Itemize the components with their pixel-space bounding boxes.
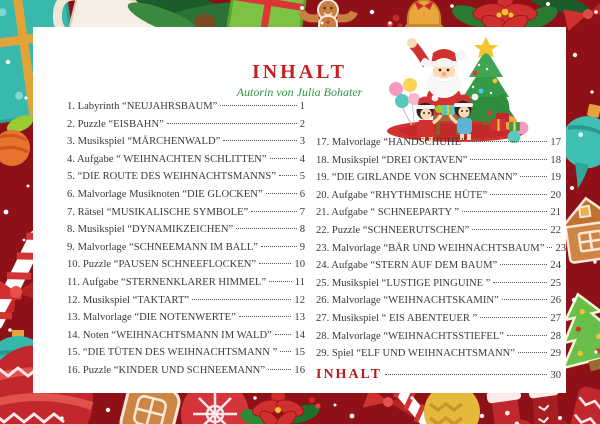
toc-entry-label: 1. Labyrinth “NEUJAHRSBAUM” (67, 101, 218, 112)
toc-entry-label: 23. Malvorlage “BÄR UND WEIHNACHTSBAUM” (316, 242, 545, 254)
toc-entry-page: 12 (294, 294, 305, 306)
santa-children-illustration (383, 31, 531, 143)
toc-final-page: 30 (550, 369, 561, 381)
toc-entry-label: 13. Malvorlage “DIE NOTENWERTE” (67, 312, 236, 324)
toc-entry (316, 137, 561, 155)
toc-entry-page: 13 (294, 312, 305, 324)
author-subtitle: Autorin von Julia Bohater (236, 85, 363, 99)
toc-leader-dots (220, 105, 296, 106)
toc-entry-label: 14. Noten “WEIHNACHTSMANN IM WALD” (67, 329, 272, 341)
toc-entry-label: 20. Aufgabe “RHYTHMISCHE HÜTE” (316, 189, 488, 201)
toc-entry-page: 4 (299, 153, 305, 165)
toc-leader-dots (520, 176, 547, 177)
toc-entry-label: 9. Malvorlage “SCHNEEMANN IM BALL” (67, 241, 258, 253)
toc-entry-page: 18 (550, 154, 561, 166)
toc-entry (67, 365, 305, 383)
toc-entry-page: 24 (550, 260, 561, 272)
toc-entry (67, 189, 305, 207)
toc-entry (316, 313, 561, 331)
toc-entry-label: 17. Malvorlage “HANDSCHUHE” (316, 137, 466, 148)
toc-entry-page: 17 (550, 137, 561, 148)
toc-leader-dots (280, 351, 291, 352)
balloons-icon (389, 78, 420, 125)
toc-leader-dots (259, 263, 291, 264)
toc-entry (67, 224, 305, 242)
toc-entry-page: 29 (550, 348, 561, 360)
toc-entry (67, 295, 305, 313)
toc-entry-page: 15 (294, 347, 305, 359)
toc-leader-dots (269, 281, 292, 282)
toc-leader-dots (502, 299, 548, 300)
toc-entry (67, 119, 305, 137)
toc-entry-page: 6 (299, 188, 305, 200)
toc-entry-page: 1 (299, 101, 305, 112)
toc-entry-page: 21 (550, 207, 561, 219)
page-title: INHALT (251, 61, 348, 83)
contents-card (33, 27, 566, 393)
toc-entry (67, 171, 305, 189)
toc-leader-dots (167, 123, 297, 124)
toc-entry-label: 2. Puzzle “EISBAHN” (67, 118, 164, 130)
toc-entry-label: 19. “DIE GIRLANDE VON SCHNEEMANN” (316, 172, 518, 184)
toc-entry-label: 29. Spiel “ELF UND WEIHNACHTSMANN” (316, 348, 516, 360)
toc-entry (67, 277, 305, 295)
toc-entry (316, 260, 561, 278)
toc-entry-page: 7 (299, 206, 305, 218)
toc-leader-dots (480, 317, 547, 318)
toc-entry (67, 101, 305, 119)
toc-entry-label: 3. Musikspiel “MÄRCHENWALD” (67, 136, 221, 148)
toc-leader-dots (469, 141, 548, 142)
toc-leader-dots (236, 228, 296, 229)
toc-entry-label: 8. Musikspiel “DYNAMIKZEICHEN” (67, 224, 234, 236)
toc-leader-dots (266, 193, 297, 194)
toc-entry-label: 28. Malvorlage “WEIHNACHTSSTIEFEL” (316, 330, 504, 342)
toc-entry-page: 3 (299, 136, 305, 148)
toc-leader-dots (239, 316, 292, 317)
toc-entry (67, 330, 305, 348)
toc-entry (316, 190, 561, 208)
toc-leader-dots (270, 158, 297, 159)
toc-entry-page: 10 (294, 259, 305, 271)
toc-entry (316, 207, 561, 225)
toc-entry-label: 25. Musikspiel “LUSTIGE PINGUINE ” (316, 277, 491, 289)
toc-entry-label: 12. Musikspiel “TAKTART” (67, 294, 190, 306)
toc-leader-dots (462, 211, 547, 212)
toc-leader-dots (518, 352, 547, 353)
toc-entry-page: 16 (294, 364, 305, 376)
toc-entry-label: 10. Puzzle “PAUSEN SCHNEEFLOCKEN” (67, 259, 257, 271)
toc-entry-page: 11 (294, 276, 305, 288)
toc-column-right (316, 137, 567, 389)
toc-entry (67, 207, 305, 225)
toc-entry (67, 312, 305, 330)
toc-entry (316, 155, 561, 173)
toc-entry (67, 259, 305, 277)
toc-entry-label: 6. Malvorlage Musiknoten “DIE GLOCKEN” (67, 188, 263, 200)
toc-entry-label: 18. Musikspiel “DREI OKTAVEN” (316, 154, 468, 166)
toc-entry-page: 9 (299, 241, 305, 253)
toc-leader-dots (500, 264, 547, 265)
toc-entry-page: 26 (550, 295, 561, 307)
toc-entry (67, 347, 305, 365)
toc-leader-dots (223, 140, 296, 141)
toc-entry (316, 295, 561, 313)
toc-entry-inhalt (316, 367, 561, 389)
toc-leader-dots (472, 229, 547, 230)
toc-entry-label: 24. Aufgabe “STERN AUF DEM BAUM” (316, 260, 498, 272)
toc-entry-page: 22 (550, 224, 561, 236)
toc-entry-label: 22. Puzzle “SCHNEERUTSCHEN” (316, 224, 470, 236)
toc-leader-dots (251, 211, 296, 212)
toc-leader-dots (192, 299, 291, 300)
toc-entry-page: 28 (550, 330, 561, 342)
toc-entry (67, 242, 305, 260)
toc-leader-dots (261, 246, 297, 247)
toc-final-label: INHALT (316, 366, 382, 382)
toc-entry-page: 8 (299, 224, 305, 236)
toc-entry-label: 5. “DIE ROUTE DES WEIHNACHTSMANNS” (67, 171, 277, 183)
toc-entry (316, 348, 561, 366)
toc-entry-label: 15. “DIE TÜTEN DES WEIHNACHTSMANN ” (67, 347, 278, 359)
toc-entry-label: 7. Rätsel “MUSIKALISCHE SYMBOLE” (67, 206, 249, 218)
toc-entry-page: 14 (294, 329, 305, 341)
toc-leader-dots (547, 247, 552, 248)
toc-entry-label: 16. Puzzle “KINDER UND SCHNEEMANN” (67, 364, 266, 376)
toc-entry-label: 26. Malvorlage “WEIHNACHTSKAMIN” (316, 295, 499, 307)
toc-leader-dots (470, 159, 547, 160)
toc-leader-dots (268, 369, 291, 370)
toc-entry-label: 21. Aufgabe “ SCHNEEPARTY ” (316, 207, 460, 219)
toc-entry-label: 4. Aufgabe “ WEIHNACHTEN SCHLITTEN” (67, 153, 267, 165)
toc-leader-dots (275, 334, 292, 335)
toc-entry (316, 278, 561, 296)
toc-entry (316, 172, 561, 190)
toc-column-left (67, 101, 305, 383)
toc-entry-page: 2 (299, 118, 305, 130)
toc-entry-page: 19 (550, 172, 561, 184)
toc-leader-dots (490, 194, 547, 195)
toc-entry-page: 23 (555, 242, 567, 254)
toc-leader-dots (279, 175, 297, 176)
toc-leader-dots (385, 374, 547, 375)
toc-entry-page: 25 (550, 277, 561, 289)
toc-entry (67, 136, 305, 154)
toc-entry (316, 242, 567, 261)
toc-entry-label: 11. Aufgabe “STERNENKLARER HIMMEL” (67, 276, 267, 288)
toc-entry-page: 27 (550, 312, 561, 324)
toc-leader-dots (493, 282, 547, 283)
toc-entry-page: 5 (299, 171, 305, 183)
toc-entry (316, 225, 561, 243)
toc-leader-dots (507, 335, 547, 336)
toc-entry (67, 154, 305, 172)
toc-entry-label: 27. Musikspiel “ EIS ABENTEUER ” (316, 312, 478, 324)
toc-entry (316, 331, 561, 349)
toc-entry-page: 20 (550, 189, 561, 201)
